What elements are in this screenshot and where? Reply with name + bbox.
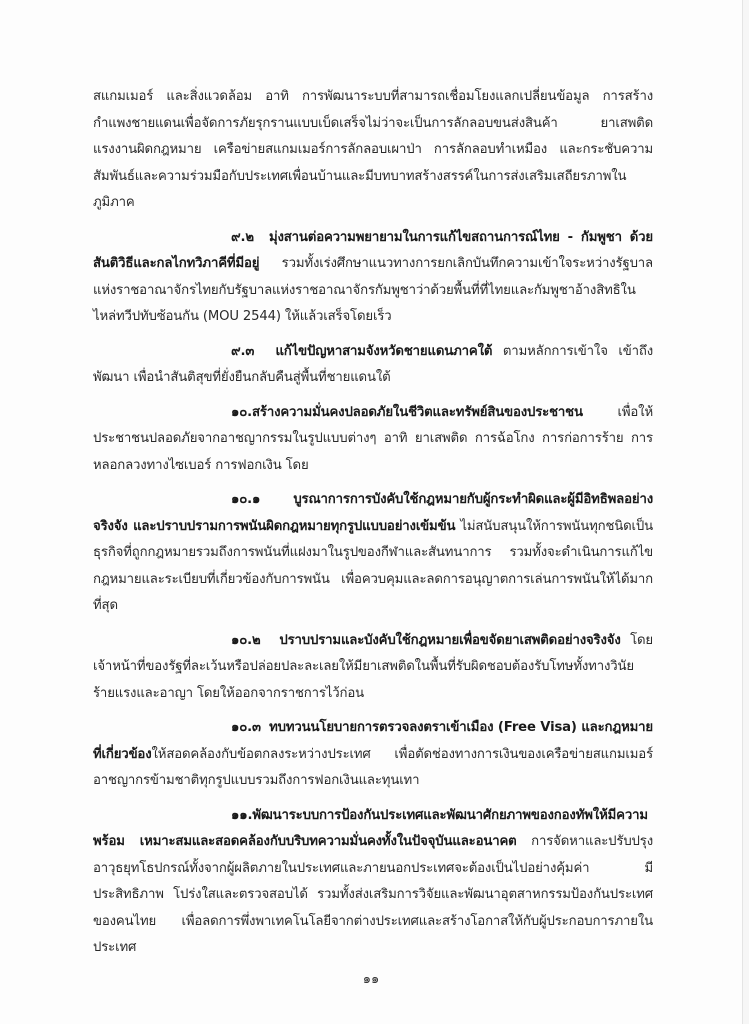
paragraph-heading: บูรณาการการบังคับใช้กฎหมายกับผู้กระทำผิดและผู้มีอิทธิพลอย่างจริงจัง และปราบปรามการพนันผิดกฎหมายทุกรูปแบบอย่างเข้มข้น (93, 492, 653, 534)
paragraph-heading: ทบทวนนโยบายการตรวจลงตราเข้าเมือง (Free Visa) และกฎหมายที่เกี่ยวข้อง (93, 720, 653, 762)
section-number: ๑๐.๑ (231, 492, 261, 507)
section-number: ๑๐.๒ (231, 632, 261, 648)
paragraph-heading: มุ่งสานต่อความพยายามในการแก้ไขสถานการณ์ไทย - กัมพูชา ด้วยสันติวิธีและกลไกทวิภาคีที่มีอยู่ (93, 229, 653, 271)
section-number: ๙.๓ (231, 343, 255, 359)
paragraph-text: ไม่สนับสนุนให้การพนันทุกชนิดเป็นธุรกิจที่ถูกกฎหมายรวมถึงการพนันที่แฝงมาในรูปของกีฬาและสันทนาการ รวมทั้งจะดำเนินการแก้ไขกฎหมายและระเบียบที่เกี่ยวข้องกับการพนัน เพื่อควบคุมและลดการอนุญาตการเล่นการพนันให้ได้มากที่สุด (93, 518, 653, 613)
paragraph-heading: ปราบปรามและบังคับใช้กฎหมายเพื่อขจัดยาเสพติดอย่างจริงจัง (279, 632, 621, 648)
section-number: ๙.๒ (231, 229, 254, 245)
paragraph-text: สแกมเมอร์ และสิ่งแวดล้อม อาทิ การพัฒนาระบบที่สามารถเชื่อมโยงแลกเปลี่ยนข้อมูล การสร้างกำแพงชายแดนเพื่อจัดการภัยรุกรานแบบเบ็ดเสร็จไม่ว่าจะเป็นการลักลอบขนส่งสินค้า ยาเสพติด แรงงานผิดกฎหมาย เครือข่ายสแกมเมอร์การลักลอบเผาป่า การลักลอบทำเหมือง และกระชับความสัมพันธ์และความร่วมมือกับประเทศเพื่อนบ้านและมีบทบาทสร้างสรรค์ในการส่งเสริมเสถียรภาพในภูมิภาค (93, 89, 653, 210)
paragraph-text: ให้สอดคล้องกับข้อตกลงระหว่างประเทศ เพื่อตัดช่องทางการเงินของเครือข่ายสแกมเมอร์ อาชญากรข้ามชาติทุกรูปแบบรวมถึงการฟอกเงินและทุนเทา (93, 746, 653, 788)
paragraph-heading: แก้ไขปัญหาสามจังหวัดชายแดนภาคใต้ (275, 343, 493, 359)
section-number: ๑๐. (231, 404, 252, 420)
paragraph-text: ตามหลักการเข้าใจ เข้าถึง พัฒนา เพื่อนำสันติสุขที่ยั่งยืนกลับคืนสู่พื้นที่ชายแดนใต้ (93, 343, 653, 385)
paragraph-9-3 (93, 339, 653, 392)
paragraph-10-2 (93, 628, 653, 708)
paragraph-10-1 (93, 487, 653, 620)
paragraph-text: โดยเจ้าหน้าที่ของรัฐที่ละเว้นหรือปล่อยปละละเลยให้มียาเสพติดในพื้นที่รับผิดชอบต้องรับโทษทั้งทางวินัยร้ายแรงและอาญา โดยให้ออกจากราชการไว้ก่อน (93, 632, 653, 701)
page-number: ๑๑ (362, 972, 380, 987)
section-number: ๑๐.๓ (231, 720, 261, 735)
paragraph-heading: สร้างความมั่นคงปลอดภัยในชีวิตและทรัพย์สินของประชาชน (251, 404, 583, 420)
paragraph-text: การจัดหาและปรับปรุงอาวุธยุทโธปกรณ์ทั้งจากผู้ผลิตภายในประเทศและภายนอกประเทศจะต้องเป็นไปอย่างคุ้มค่า มีประสิทธิภาพ โปร่งใสและตรวจสอบได้ รวมทั้งส่งเสริมการวิจัยและพัฒนาอุตสาหกรรมป้องกันประเทศของคนไทย เพื่อลดการพึ่งพาเทคโนโลยีจากต่างประเทศและสร้างโอกาสให้กับผู้ประกอบการภายในประเทศ (93, 834, 654, 955)
paragraph-heading: พัฒนาระบบการป้องกันประเทศและพัฒนาศักยภาพของกองทัพให้มีความพร้อม เหมาะสมและสอดคล้องกับบริบทความมั่นคงทั้งในปัจจุบันและอนาคต (93, 807, 648, 849)
document-body (93, 84, 653, 962)
paragraph-text: รวมทั้งเร่งศึกษาแนวทางการยกเลิกบันทึกความเข้าใจระหว่างรัฐบาลแห่งราชอาณาจักรไทยกับรัฐบาลแห่งราชอาณาจักรกัมพูชาว่าด้วยพื้นที่ที่ไทยและกัมพูชาอ้างสิทธิในไหล่ทวีปทับซ้อนกัน (MOU 2544) ให้แล้วเสร็จโดยเร็ว (93, 256, 653, 324)
paragraph-11 (93, 803, 653, 962)
paragraph-10-3 (93, 715, 653, 795)
paragraph-9-2 (93, 225, 653, 331)
paragraph-10 (93, 400, 653, 480)
paragraph-text: เพื่อให้ประชาชนปลอดภัยจากอาชญากรรมในรูปแบบต่างๆ อาทิ ยาเสพติด การฉ้อโกง การก่อการร้าย การหลอกลวงทางไซเบอร์ การฟอกเงิน โดย (93, 404, 653, 473)
paragraph-9-1-continuation (93, 84, 653, 217)
section-number: ๑๑. (231, 807, 253, 823)
